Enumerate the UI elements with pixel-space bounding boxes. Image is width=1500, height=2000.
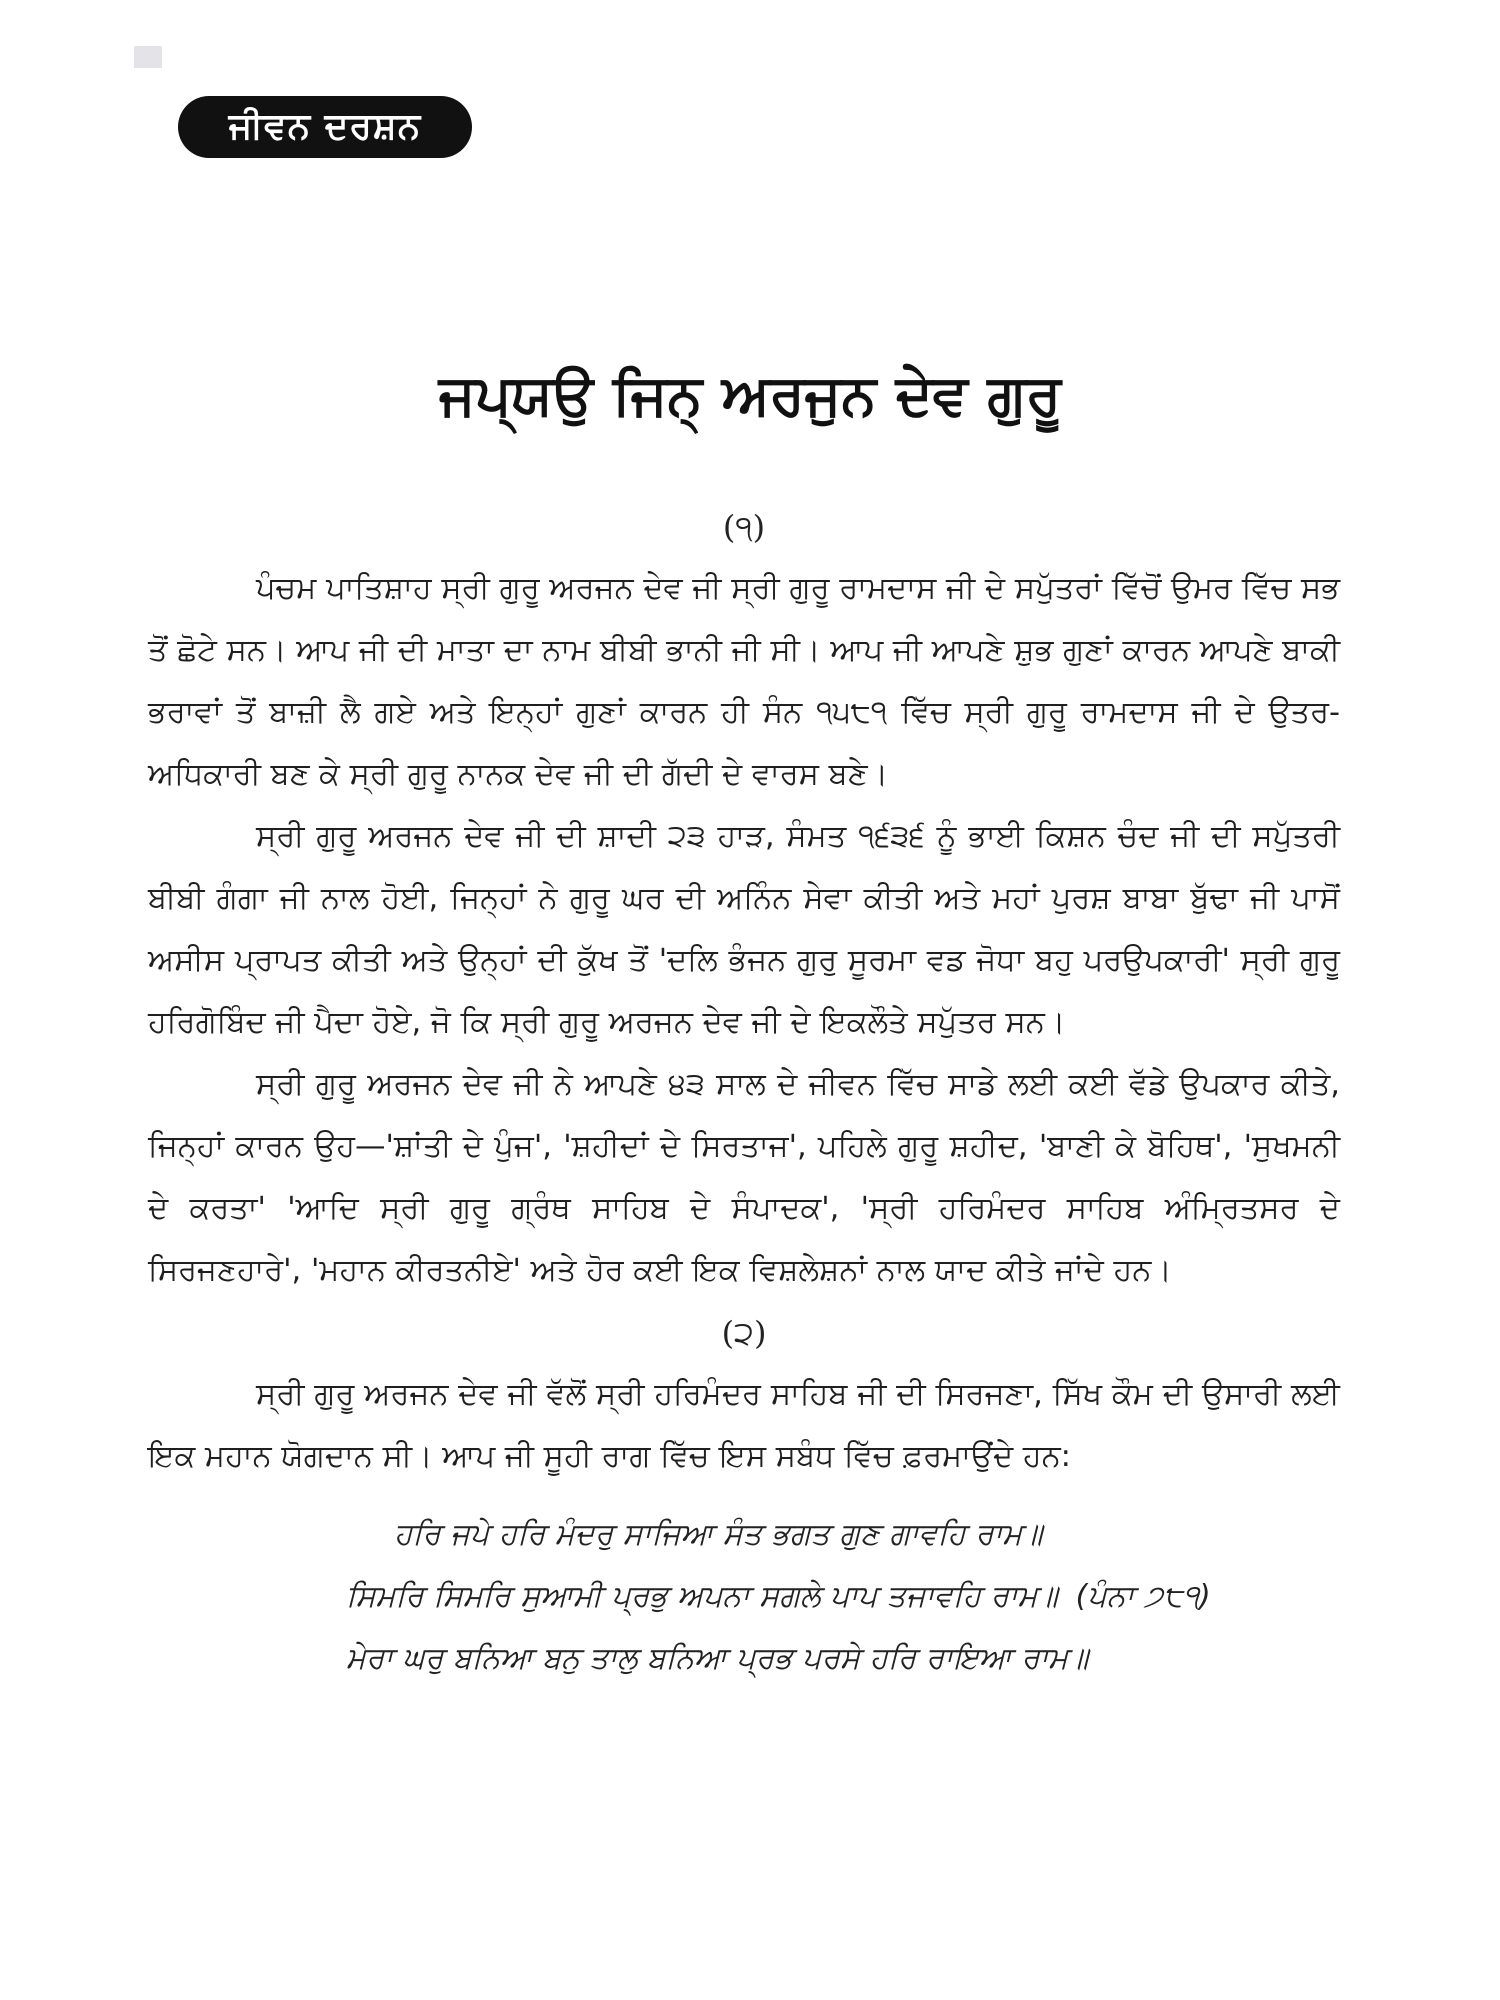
page-reference: (ਪੰਨਾ ੭੮੧) (1075, 1579, 1211, 1614)
section-number: (੨) (721, 1314, 767, 1352)
section-badge: ਜੀਵਨ ਦਰਸ਼ਨ (178, 96, 472, 158)
scan-corner-mark (134, 46, 162, 68)
paragraph: ਸ੍ਰੀ ਗੁਰੂ ਅਰਜਨ ਦੇਵ ਜੀ ਨੇ ਆਪਣੇ ੪੩ ਸਾਲ ਦੇ ਜੀਵਨ ਵਿੱਚ ਸਾਡੇ ਲਈ ਕਈ ਵੱਡੇ ਉਪਕਾਰ ਕੀਤੇ, ਜਿਨ੍ਹਾਂ ਕਾਰਨ ਉਹ—'ਸ਼ਾਂਤੀ ਦੇ ਪੁੰਜ', 'ਸ਼ਹੀਦਾਂ ਦੇ ਸਿਰਤਾਜ', ਪਹਿਲੇ ਗੁਰੂ ਸ਼ਹੀਦ, 'ਬਾਣੀ ਕੇ ਬੋਹਿਥ', 'ਸੁਖਮਨੀ ਦੇ ਕਰਤਾ' 'ਆਦਿ ਸ੍ਰੀ ਗੁਰੂ ਗ੍ਰੰਥ ਸਾਹਿਬ ਦੇ ਸੰਪਾਦਕ', 'ਸ੍ਰੀ ਹਰਿਮੰਦਰ ਸਾਹਿਬ ਅੰਮ੍ਰਿਤਸਰ ਦੇ ਸਿਰਜਣਹਾਰੇ', 'ਮਹਾਨ ਕੀਰਤਨੀਏ' ਅਤੇ ਹੋਰ ਕਈ ਇਕ ਵਿਸ਼ਲੇਸ਼ਨਾਂ ਨਾਲ ਯਾਦ ਕੀਤੇ ਜਾਂਦੇ ਹਨ। (148, 1067, 1340, 1288)
verse-line (346, 1566, 1340, 1628)
verse-line: ਮੇਰਾ ਘਰੁ ਬਨਿਆ ਬਨੁ ਤਾਲੁ ਬਨਿਆ ਪ੍ਰਭ ਪਰਸੇ ਹਰਿ ਰਾਇਆ ਰਾਮ॥ (346, 1641, 1089, 1676)
paragraph: ਸ੍ਰੀ ਗੁਰੂ ਅਰਜਨ ਦੇਵ ਜੀ ਵੱਲੋਂ ਸ੍ਰੀ ਹਰਿਮੰਦਰ ਸਾਹਿਬ ਜੀ ਦੀ ਸਿਰਜਣਾ, ਸਿੱਖ ਕੌਮ ਦੀ ਉਸਾਰੀ ਲਈ ਇਕ ਮਹਾਨ ਯੋਗਦਾਨ ਸੀ। ਆਪ ਜੀ ਸੂਹੀ ਰਾਗ ਵਿੱਚ ਇਸ ਸਬੰਧ ਵਿੱਚ ਫ਼ਰਮਾਉਂਦੇ ਹਨ: (148, 1377, 1340, 1474)
paragraph: ਸ੍ਰੀ ਗੁਰੂ ਅਰਜਨ ਦੇਵ ਜੀ ਦੀ ਸ਼ਾਦੀ ੨੩ ਹਾੜ, ਸੰਮਤ ੧੬੩੬ ਨੂੰ ਭਾਈ ਕਿਸ਼ਨ ਚੰਦ ਜੀ ਦੀ ਸਪੁੱਤਰੀ ਬੀਬੀ ਗੰਗਾ ਜੀ ਨਾਲ ਹੋਈ, ਜਿਨ੍ਹਾਂ ਨੇ ਗੁਰੂ ਘਰ ਦੀ ਅਨਿੰਨ ਸੇਵਾ ਕੀਤੀ ਅਤੇ ਮਹਾਂ ਪੁਰਸ਼ ਬਾਬਾ ਬੁੱਢਾ ਜੀ ਪਾਸੋਂ ਅਸੀਸ ਪ੍ਰਾਪਤ ਕੀਤੀ ਅਤੇ ਉਨ੍ਹਾਂ ਦੀ ਕੁੱਖ ਤੋਂ 'ਦਲਿ ਭੰਜਨ ਗੁਰੁ ਸੂਰਮਾ ਵਡ ਜੋਧਾ ਬਹੁ ਪਰਉਪਕਾਰੀ' ਸ੍ਰੀ ਗੁਰੂ ਹਰਿਗੋਬਿੰਦ ਜੀ ਪੈਦਾ ਹੋਏ, ਜੋ ਕਿ ਸ੍ਰੀ ਗੁਰੂ ਅਰਜਨ ਦੇਵ ਜੀ ਦੇ ਇਕਲੌਤੇ ਸਪੁੱਤਰ ਸਨ। (148, 819, 1340, 1040)
verse-line: ਹਰਿ ਜਪੇ ਹਰਿ ਮੰਦਰੁ ਸਾਜਿਆ ਸੰਤ ਭਗਤ ਗੁਣ ਗਾਵਹਿ ਰਾਮ॥ (394, 1517, 1043, 1552)
section-number: (੧) (722, 508, 766, 546)
verse-line-text: ਸਿਮਰਿ ਸਿਮਰਿ ਸੁਆਮੀ ਪ੍ਰਭੁ ਅਪਨਾ ਸਗਲੇ ਪਾਪ ਤਜਾਵਹਿ ਰਾਮ॥ (346, 1579, 1058, 1614)
paragraph: ਪੰਚਮ ਪਾਤਿਸ਼ਾਹ ਸ੍ਰੀ ਗੁਰੂ ਅਰਜਨ ਦੇਵ ਜੀ ਸ੍ਰੀ ਗੁਰੂ ਰਾਮਦਾਸ ਜੀ ਦੇ ਸਪੁੱਤਰਾਂ ਵਿੱਚੋਂ ਉਮਰ ਵਿੱਚ ਸਭ ਤੋਂ ਛੋਟੇ ਸਨ। ਆਪ ਜੀ ਦੀ ਮਾਤਾ ਦਾ ਨਾਮ ਬੀਬੀ ਭਾਨੀ ਜੀ ਸੀ। ਆਪ ਜੀ ਆਪਣੇ ਸ਼ੁਭ ਗੁਣਾਂ ਕਾਰਨ ਆਪਣੇ ਬਾਕੀ ਭਰਾਵਾਂ ਤੋਂ ਬਾਜ਼ੀ ਲੈ ਗਏ ਅਤੇ ਇਨ੍ਹਾਂ ਗੁਣਾਂ ਕਾਰਨ ਹੀ ਸੰਨ ੧੫੮੧ ਵਿੱਚ ਸ੍ਰੀ ਗੁਰੂ ਰਾਮਦਾਸ ਜੀ ਦੇ ਉਤਰ-ਅਧਿਕਾਰੀ ਬਣ ਕੇ ਸ੍ਰੀ ਗੁਰੂ ਨਾਨਕ ਦੇਵ ਜੀ ਦੀ ਗੱਦੀ ਦੇ ਵਾਰਸ ਬਣੇ। (148, 571, 1340, 792)
gurbani-verse (148, 1504, 1340, 1690)
page-title: ਜਪ੍ਯਉ ਜਿਨ੍ ਅਰਜੁਨ ਦੇਵ ਗੁਰੂ (438, 363, 1062, 428)
article-body (148, 496, 1340, 1690)
